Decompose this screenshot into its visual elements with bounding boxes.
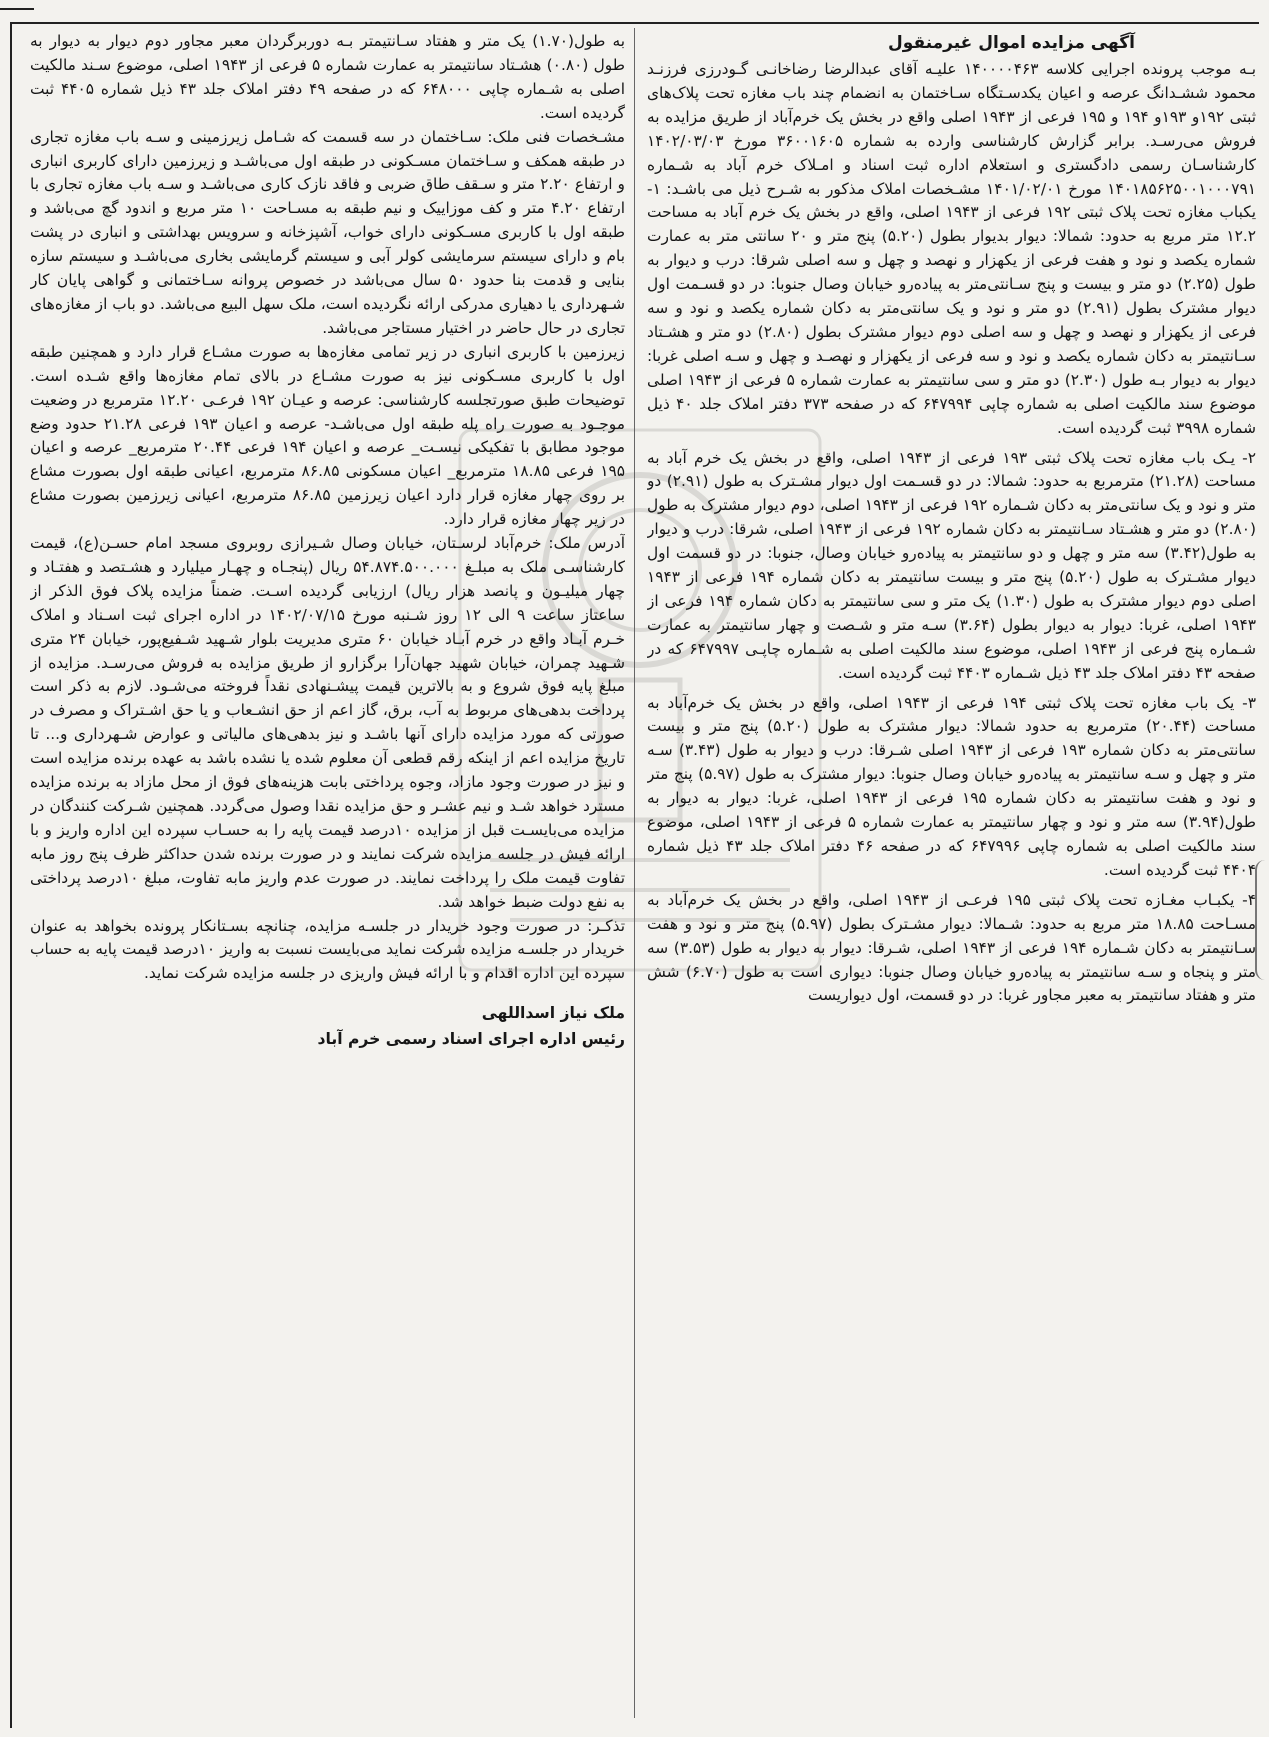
notice-paragraph: ۲- یـک باب مغازه تحت پلاک ثبتی ۱۹۳ فرعی از ۱۹۴۳ اصلی، واقع در بخش یک خرم آباد به مساحت (۲۱.۲۸) مترمربع به حدود: شمالا: در دو قسـمت اول دیوار مشـترک به طول (۲.۹۱) دو متر و نود و یک سانتی‌متر به دکان شـماره ۱۹۲ فرعی از ۱۹۴۳ اصلی، دوم دیوار مشترک به طول (۲.۸۰) دو متر و هشـتاد سـانتیمتر به دکان شماره ۱۹۲ فرعی از ۱۹۴۳ اصلی، شرقا: درب و دیوار به طول(۳.۴۲) سه متر و چهل و دو سانتیمتر به پیاده‌رو خیابان وصال، جنوبا: در دو قسمت اول دیوار مشـترک به طول (۵.۲۰) پنج متر و بیست سانتیمتر به دکان شماره ۱۹۴ فرعی از ۱۹۴۳ اصلی دوم دیوار مشترک به طول (۱.۳۰) یک متر و سی سانتیمتر به دکان شماره ۱۹۴ فرعی از ۱۹۴۳ اصلی، غربا: دیوار به دیوار بطول (۳.۶۴) سـه متر و شـصت و چهار سانتیمتر به عمارت شـماره پنج فرعی از ۱۹۴۳ اصلی، موضوع سند مالکیت اصلی به شـماره چاپـی ۶۴۷۹۹۷ که در صفحه ۴۳ دفتر املاک جلد ۴۳ ذیل شـماره ۴۴۰۳ ثبت گردیده است. <box>647 448 1256 682</box>
notice-paragraph: تذکـر: در صورت وجود خریدار در جلسـه مزایده، چنانچه بسـتانکار پرونده بخواهد به عنوان خریدار در جلسـه مزایده شرکت نماید می‌بایست نسبت به واریز ۱۰درصد قیمت پایه به حساب سپرده این اداره اقدام و با ارائه فیش واریزی در جلسه مزایده شرکت نماید. <box>30 916 625 983</box>
notice-paragraph: ۳- یک باب مغازه تحت پلاک ثبتی ۱۹۴ فرعی از ۱۹۴۳ اصلی، واقع در بخش یک خرم‌آباد به مساحت (۲۰.۴۴) مترمربع به حدود شمالا: دیوار مشترک به طول (۵.۲۰) پنج متر و بیست سانتی‌متر به دکان شماره ۱۹۳ فرعی از ۱۹۴۳ اصلی شـرقا: درب و دیوار به طول (۳.۴۳) سـه متر و چهل و سـه سانتیمتر به پیاده‌رو خیابان وصال جنوبا: دیوار مشترک به طول (۵.۹۷) پنج متر و نود و هفت سانتیمتر به دکان شماره ۱۹۵ فرعی از ۱۹۴۳ اصلی، غربا: دیوار به دیوار به طول(۳.۹۴) سه متر و نود و چهار سانتیمتر به عمارت شماره ۵ فرعی از ۱۹۴۳ اصلی، موضوع سند مالکیت اصلی به شماره چاپی ۶۴۷۹۹۶ که در صفحه ۴۶ دفتر املاک جلد ۴۳ ذیل شماره ۴۴۰۴ ثبت گردیده است. <box>647 693 1256 879</box>
notice-left-column <box>30 30 625 1690</box>
column-divider <box>634 28 635 1718</box>
signature-name: ملک نیاز اسداللهی <box>481 1004 625 1023</box>
notice-paragraph: ۴- یکبـاب مغـازه تحت پلاک ثبتی ۱۹۵ فرعـی از ۱۹۴۳ اصلی، واقع در بخش یک خرم‌آباد به مسـاحت ۱۸.۸۵ متر مربع به حدود: شـمالا: دیوار مشـترک بطول (۵.۹۷) پنج متر و نود و هفت سـانتیمتر به دکان شـماره ۱۹۴ فرعی از ۱۹۴۳ اصلی، شـرقا: دیوار به دیوار به طول (۳.۵۳) سه متر و پنجاه و سـه سانتیمتر به پیاده‌رو خیابان وصال جنوبا: دیواری است به طول (۶.۷۰) شش متر و هفتاد سانتیمتر به معبر مجاور غربا: در دو قسمت، اول دیواریست <box>647 890 1256 1005</box>
notice-title: آگهی مزایده اموال غیرمنقول <box>888 33 1135 53</box>
signature-title: رئیس اداره اجرای اسناد رسمی خرم آباد <box>317 1030 625 1049</box>
notice-paragraph: زیرزمین با کاربری انباری در زیر تمامی مغازه‌ها به صورت مشـاع قرار دارد و همچنین طبقه اول با کاربری مسـکونی نیز به صورت مشـاع در بالای تمام مغازه‌ها واقع شـده است. توضیحات طبق صورتجلسه کارشناسی: عرصه و عیـان ۱۹۲ فرعـی ۱۲.۲۰ مترمربع در وضعیت موجـود به صورت راه پله طبقه اول می‌باشـد- عرصه و اعیان ۱۹۳ فرعی ۲۱.۲۸ حدود وضع موجود مطابق با تفکیکی نیسـت_ عرصه و اعیان ۱۹۴ فرعی ۲۰.۴۴ مترمربع_ عرصه و اعیان ۱۹۵ فرعی ۱۸.۸۵ مترمربع_ اعیان مسکونی ۸۶.۸۵ مترمربع، اعیانی طبقه اول بصورت مشاع بر روی چهار مغازه قرار دارد اعیان زیرزمین ۸۶.۸۵ مترمربع، اعیانی زیرزمین بصورت مشاع در زیر چهار مغازه قرار دارد. <box>30 342 625 529</box>
notice-right-column <box>647 30 1256 1730</box>
notice-paragraph: آدرس ملک: خرم‌آباد لرسـتان، خیابان وصال شـیرازی روبروی مسجد امام حسـن(ع)، قیمت کارشناسـی ملک به مبلـغ ۵۴.۸۷۴.۵۰۰.۰۰۰ ریال (پنجـاه و چهـار میلیارد و هشـتصد و هفتـاد و چهار میلیـون و پانصد هزار ریال) ارزیابی گردیده اسـت. ضمناً مزایده پلاک فوق الذکر از ساعتاز ساعت ۹ الی ۱۲ روز شـنبه مورخ ۱۴۰۲/۰۷/۱۵ در اداره اجرای ثبت اسـناد و املاک خـرم آبـاد واقع در خرم آبـاد خیابان ۶۰ متری مدیریت بلوار شـهید شـفیع‌پور، خیابان ۲۴ متری شـهید چمران، خیابان شهید جهان‌آرا برگزارو از طریق مزایده به فروش می‌رسـد. مزایده از مبلغ پایه فوق شروع و به بالاترین قیمت پیشـنهادی نقداً فروخته می‌شـود. لازم به ذکر است پرداخت بدهی‌های مربوط به آب، برق، گاز اعم از حق انشـعاب و یا حق اشـتراک و مصرف در صورتی که مورد مزایده دارای آنها باشـد و نیز بدهی‌های مالیاتی و عوارض شـهرداری و... تا تاریخ مزایده اعم از اینکه رقم قطعی آن معلوم شده یا نشده باشد به عهده برنده مزایده است و نیز در صورت وجود مازاد، وجوه پرداختی بابت هزینه‌های فوق از محل مازاد به برنده مزایده مسترد خواهد شـد و نیم عشـر و حق مزایده نقدا وصول می‌گردد. همچنین شـرکت کنندگان در مزایده می‌بایسـت قبل از مزایده ۱۰درصد قیمت پایه را به حسـاب سپرده این اداره واریز و با ارائه فیش در جلسه مزایده شرکت نمایند و در صورت برنده شدن حداکثر ظرف پنج روز مابه تفاوت قیمت ملک را پرداخت نمایند. در صورت عدم واریز مابه تفاوت، مبلغ ۱۰درصد پرداختی به نفع دولت ضبط خواهد شد. <box>30 534 625 911</box>
notice-paragraph: بـه موجب پرونده اجرایی کلاسه ۱۴۰۰۰۰۴۶۳ علیـه آقای عبدالرضا رضاخانـی گـودرزی فرزنـد محمود ششـدانگ عرصه و اعیان یکدسـتگاه سـاختمان به انضمام چند باب مغازه تحت پلاک‌های ثبتی ۱۹۲و ۱۹۳و ۱۹۴ و ۱۹۵ فرعی از ۱۹۴۳ اصلی واقع در بخش یک خرم‌آباد از طریق مزایده به فروش می‌رسـد. برابر گزارش کارشناسی وارده به شماره ۳۶۰۰۱۶۰۵ مورخ ۱۴۰۲/۰۳/۰۳ کارشناسـان رسمی دادگستری و استعلام اداره ثبت اسناد و امـلاک خرم آباد به شـماره ۱۴۰۱۸۵۶۲۵۰۰۱۰۰۰۷۹۱ مورخ ۱۴۰۱/۰۲/۰۱ مشـخصات املاک مذکور به شـرح ذیل می باشـد: ۱- یکباب مغازه تحت پلاک ثبتی ۱۹۲ فرعی از ۱۹۴۳ اصلی، واقع در بخش یک خرم آباد به مساحت ۱۲.۲ متر مربع به حدود: شمالا: دیوار بدیوار بطول (۵.۲۰) پنج متر و ۲۰ سانتی متر به عمارت شماره یکصد و نود و هفت فرعی از یکهزار و نهصد و چهل و سه اصلی شرقا: درب و دیوار به طول (۲.۲۵) دو متر و بیست و پنج سـانتی‌متر به پیاده‌رو خیابان وصال جنوبا: در دو قسـمت اول دیوار مشترک بطول (۲.۹۱) دو متر و نود و یک سانتی‌متر به دکان شماره یکصد و نود و سه فرعی از یکهزار و نهصد و چهل و سه اصلی دوم دیوار مشترک بطول (۲.۸۰) دو متر و هشـتاد سـانتیمتر به دکان شماره یکصد و نود و سه فرعی از یکهزار و نهصـد و چهل و سـه اصلی غربا: دیوار به دیوار بـه طول (۲.۳۰) دو متر و سی سانتیمتر به عمارت شماره ۵ فرعی از ۱۹۴۳ اصلی موضوع سند مالکیت اصلی به شماره چاپی ۶۴۷۹۹۴ که در صفحه ۳۷۳ دفتر املاک جلد ۴۰ ذیل شماره ۳۹۹۸ ثبت گردیده است. <box>647 60 1256 437</box>
page-edge-mark <box>1255 860 1267 980</box>
notice-paragraph: به طول(۱.۷۰) یک متر و هفتاد سـانتیمتر بـه دوربرگردان معبر مجاور دوم دیوار به دیوار به طول (۰.۸۰) هشـتاد سانتیمتر به عمارت شماره ۵ فرعی از ۱۹۴۳ اصلی، موضوع سـند مالکیت اصلی به شـماره چاپی ۶۴۸۰۰۰ که در صفحه ۴۹ دفتر املاک جلد ۴۳ ذیل شماره ۴۴۰۵ ثبت گردیده است. <box>30 32 625 122</box>
notice-paragraph: مشـخصات فنی ملک: سـاختمان در سه قسمت که شـامل زیرزمینی و سـه باب مغازه تجاری در طبقه همکف و سـاختمان مسـکونی در طبقه اول می‌باشـد و زیرزمین دارای کاربری انباری و ارتفاع ۲.۲۰ متر و سـقف طاق ضربی و فاقد نازک کاری می‌باشـد و سـه باب مغازه تجاری با ارتفاع ۴.۲۰ متر و کف موزاییک و نیم طبقه به مسـاحت ۱۰ متر مربع و اندود گچ می‌باشد و طبقه اول با کاربری مسـکونی دارای خواب، آشپزخانه و سرویس بهداشتی و انباری در پشت بام و دارای سیستم سرمایشی کولر آبی و سیستم گرمایشی بخاری می‌باشـد و سیستم سازه بنایی و قدمت بنا حدود ۵۰ سال می‌باشد در خصوص پروانه سـاختمانی و گواهی پایان کار شـهرداری یا دهیاری مدرکی ارائه نگردیده است، ملک سهل البیع می‌باشد. دو باب از مغازه‌های تجاری در حال حاضر در اختیار مستاجر می‌باشد. <box>30 127 625 337</box>
corner-mark <box>0 8 34 10</box>
